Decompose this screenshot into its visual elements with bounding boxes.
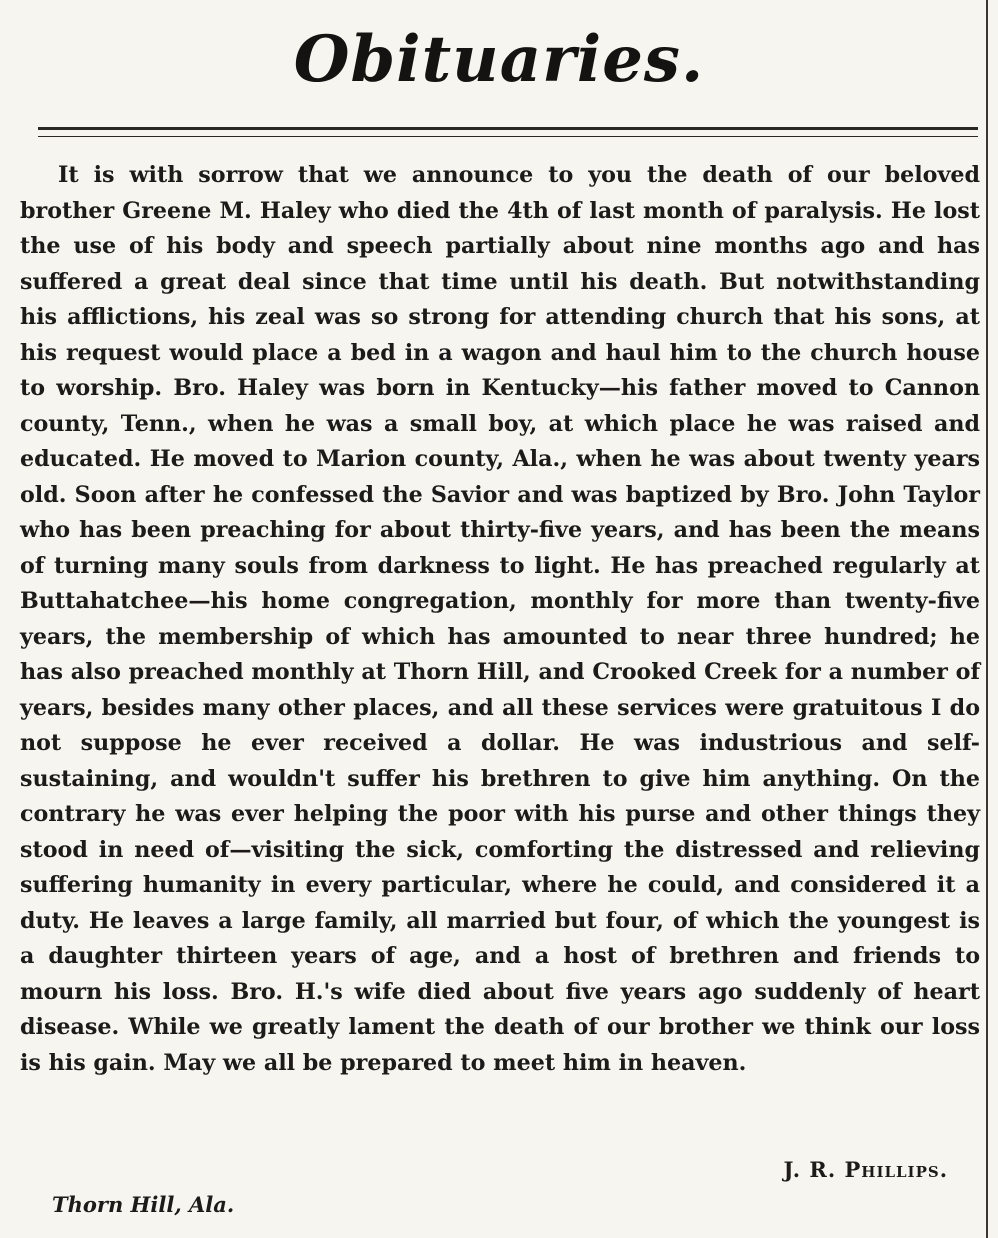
- author-signature: J. R. Phillips.: [783, 1157, 948, 1182]
- column-rule: [986, 0, 988, 1238]
- obituary-paragraph: It is with sorrow that we announce to you the death of our beloved brother Greene M. Haley who died the 4th of last month of paralysis. He lost the use of his body and speech partially about nine months ago and has suffered a great deal since that time until his death. But notwithstanding his afflictions, his zeal was so strong for attending church that his sons, at his request would place a bed in a wagon and haul him to the church house to worship. Bro. Haley was born in Kentucky—his father moved to Cannon county, Tenn., when he was a small boy, at which place he was raised and educated. He moved to Marion county, Ala., when he was about twenty years old. Soon after he confessed the Savior and was baptized by Bro. John Taylor who has been preaching for about thirty-five years, and has been the means of turning many souls from darkness to light. He has preached regularly at Buttahatchee—his home congregation, monthly for more than twenty-five years, the membership of which has amounted to near three hundred; he has also preached monthly at Thorn Hill, and Crooked Creek for a number of years, besides many other places, and all these services were gratuitous I do not suppose he ever received a dollar. He was industrious and self-sustaining, and wouldn't suffer his brethren to give him anything. On the contrary he was ever helping the poor with his purse and other things they stood in need of—visiting the sick, comforting the distressed and relieving suffering humanity in every particular, where he could, and considered it a duty. He leaves a large family, all married but four, of which the youngest is a daughter thirteen years of age, and a host of brethren and friends to mourn his loss. Bro. H.'s wife died about five years ago suddenly of heart disease. While we greatly lament the death of our brother we think our loss is his gain. May we all be prepared to meet him in heaven.: [20, 162, 980, 1076]
- dateline-location: Thorn Hill, Ala.: [52, 1192, 235, 1217]
- obituary-body: [20, 158, 980, 1081]
- heading-divider: [38, 127, 978, 137]
- section-heading: Obituaries.: [293, 22, 705, 97]
